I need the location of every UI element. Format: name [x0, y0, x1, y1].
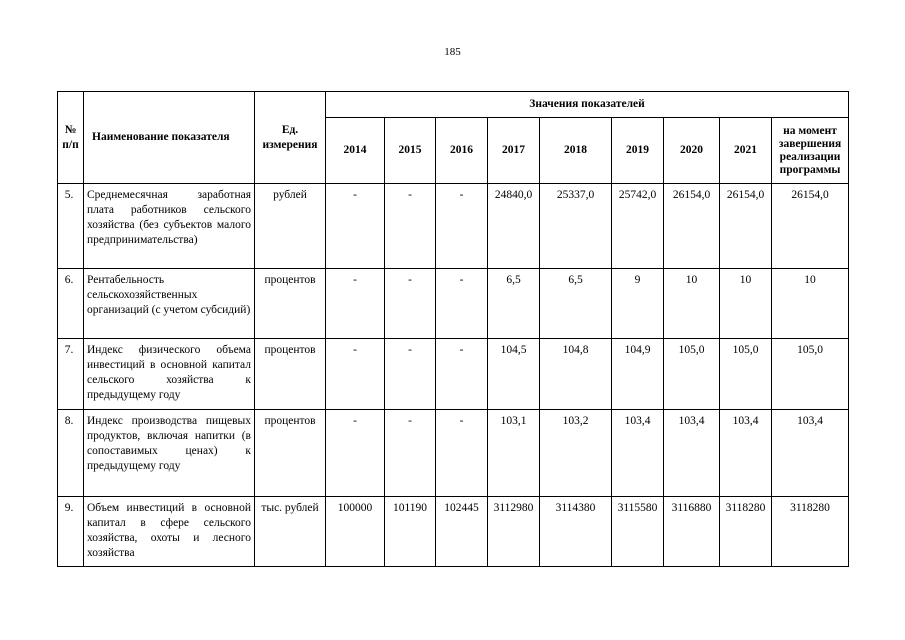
row-value: 10: [664, 269, 720, 339]
row-value: 25742,0: [612, 184, 664, 269]
row-value: 3116880: [664, 497, 720, 567]
row-num: 6.: [58, 269, 84, 339]
header-year: 2017: [488, 118, 540, 184]
indicators-table: [57, 91, 849, 567]
table-body: [58, 184, 849, 567]
row-num: 5.: [58, 184, 84, 269]
row-value: 3118280: [772, 497, 849, 567]
row-value: -: [326, 410, 385, 497]
row-num: 7.: [58, 339, 84, 410]
row-value: 102445: [436, 497, 488, 567]
row-num: 9.: [58, 497, 84, 567]
header-year: 2021: [720, 118, 772, 184]
row-unit: тыс. рублей: [255, 497, 326, 567]
header-year: 2016: [436, 118, 488, 184]
table-header: [58, 92, 849, 184]
row-value: 104,5: [488, 339, 540, 410]
row-value: 104,8: [540, 339, 612, 410]
row-value: 103,2: [540, 410, 612, 497]
table-row: [58, 497, 849, 567]
row-value: -: [436, 339, 488, 410]
page-number: 185: [444, 46, 461, 58]
table-row: [58, 339, 849, 410]
row-value: 6,5: [540, 269, 612, 339]
header-name: Наименование показателя: [84, 92, 255, 184]
row-value: -: [385, 269, 436, 339]
row-value: -: [326, 339, 385, 410]
row-value: 26154,0: [664, 184, 720, 269]
table-row: [58, 184, 849, 269]
header-num: № п/п: [58, 92, 84, 184]
row-value: 9: [612, 269, 664, 339]
row-value: -: [436, 410, 488, 497]
row-value: 103,4: [612, 410, 664, 497]
row-value: 100000: [326, 497, 385, 567]
row-name: Объем инвестиций в основной капитал в сфере сельского хозяйства, охоты и лесного хозяйства: [84, 497, 255, 567]
header-year: 2018: [540, 118, 612, 184]
row-value: 101190: [385, 497, 436, 567]
row-value: 104,9: [612, 339, 664, 410]
row-value: 6,5: [488, 269, 540, 339]
row-name: Индекс производства пищевых продуктов, включая напитки (в сопоставимых ценах) к предыдущему году: [84, 410, 255, 497]
header-completion: на момент завершения реализации программы: [772, 118, 849, 184]
row-value: -: [385, 184, 436, 269]
row-value: 103,1: [488, 410, 540, 497]
row-value: -: [385, 410, 436, 497]
row-value: 3115580: [612, 497, 664, 567]
row-value: 10: [720, 269, 772, 339]
row-name: Индекс физического объема инвестиций в основной капитал сельского хозяйства к предыдущему году: [84, 339, 255, 410]
header-year: 2015: [385, 118, 436, 184]
row-value: 26154,0: [772, 184, 849, 269]
row-value: -: [436, 184, 488, 269]
row-name: Среднемесячная заработная плата работников сельского хозяйства (без субъектов малого предпринимательства): [84, 184, 255, 269]
row-value: 105,0: [772, 339, 849, 410]
row-value: 105,0: [720, 339, 772, 410]
row-unit: процентов: [255, 339, 326, 410]
row-value: 26154,0: [720, 184, 772, 269]
row-unit: рублей: [255, 184, 326, 269]
row-value: 3118280: [720, 497, 772, 567]
table-row: [58, 410, 849, 497]
row-value: 3112980: [488, 497, 540, 567]
row-value: 103,4: [720, 410, 772, 497]
header-unit: Ед. измерения: [255, 92, 326, 184]
row-unit: процентов: [255, 269, 326, 339]
row-value: -: [326, 269, 385, 339]
row-value: 10: [772, 269, 849, 339]
row-value: -: [326, 184, 385, 269]
row-value: 103,4: [664, 410, 720, 497]
row-value: 3114380: [540, 497, 612, 567]
header-year: 2019: [612, 118, 664, 184]
row-value: -: [385, 339, 436, 410]
header-year: 2020: [664, 118, 720, 184]
row-unit: процентов: [255, 410, 326, 497]
header-values-group: Значения показателей: [326, 92, 849, 118]
header-year: 2014: [326, 118, 385, 184]
row-value: 24840,0: [488, 184, 540, 269]
row-value: -: [436, 269, 488, 339]
row-value: 25337,0: [540, 184, 612, 269]
row-name: Рентабельность сельскохозяйственных организаций (с учетом субсидий): [84, 269, 255, 339]
row-value: 105,0: [664, 339, 720, 410]
row-num: 8.: [58, 410, 84, 497]
row-value: 103,4: [772, 410, 849, 497]
table-row: [58, 269, 849, 339]
